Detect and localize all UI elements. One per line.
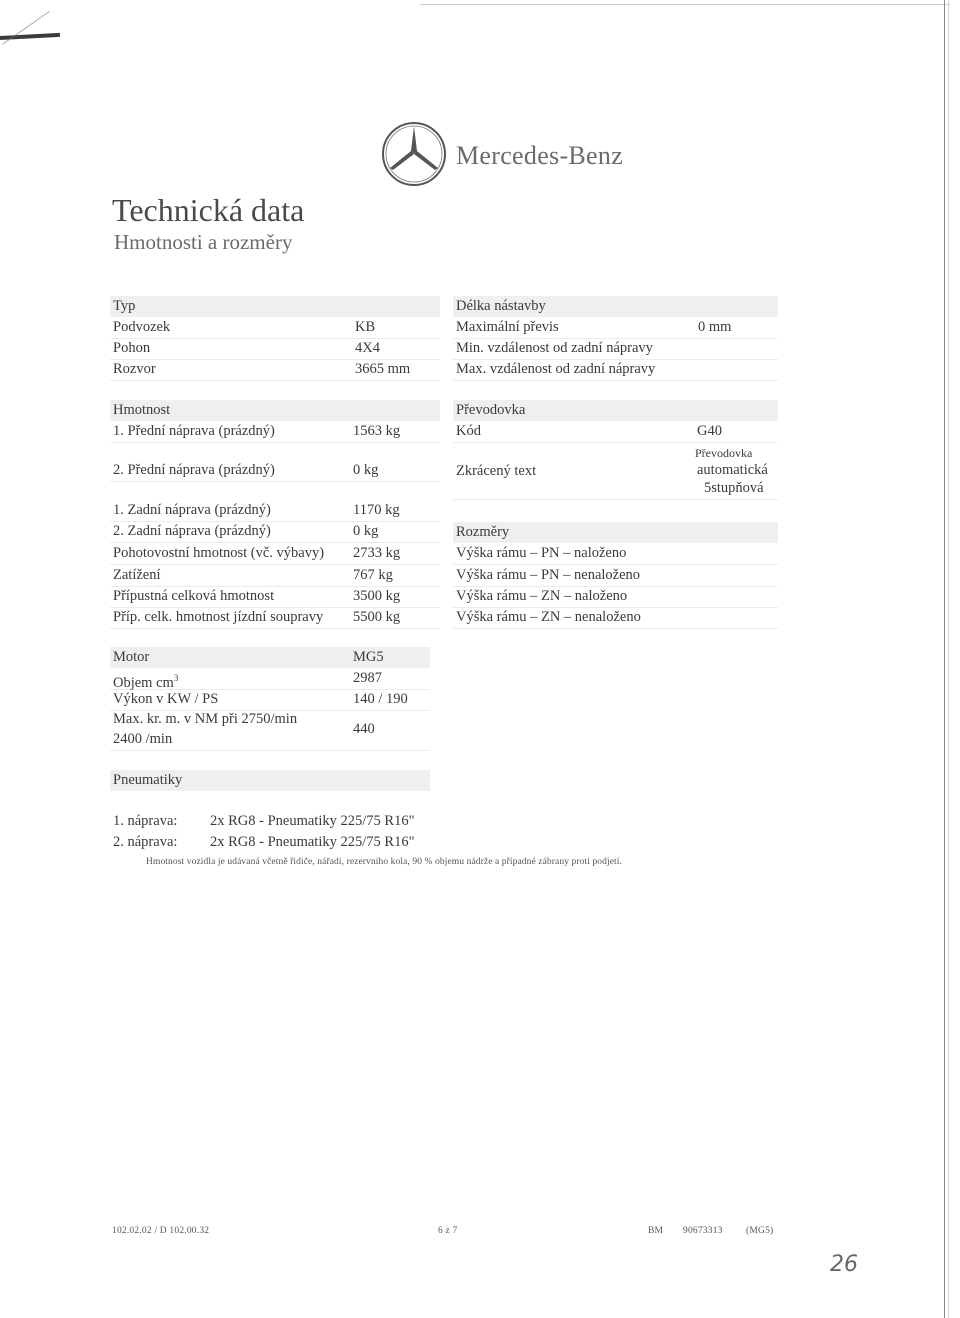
handwritten-page-number: 26: [830, 1252, 858, 1277]
table-row: Kód G40: [453, 421, 778, 443]
table-row: Rozvor 3665 mm: [110, 359, 440, 381]
section-header-motor: Motor MG5: [110, 647, 430, 668]
table-row: 1. Přední náprava (prázdný) 1563 kg: [110, 421, 440, 443]
table-row: 1. Zadní náprava (prázdný) 1170 kg: [110, 500, 440, 522]
weight-note: Hmotnost vozidla je udávaná včetně řidiče, nářadí, rezervního kola, 90 % objemu nádrže a případné zábrany proti podjetí.: [146, 857, 623, 867]
bm-value: 90673313: [683, 1226, 723, 1236]
table-row: 2. Přední náprava (prázdný) 0 kg: [110, 460, 440, 482]
scan-mark: [2, 11, 76, 83]
brand-name: Mercedes-Benz: [456, 141, 624, 170]
table-row: Podvozek KB: [110, 317, 440, 339]
section-header-typ: Typ: [110, 296, 440, 317]
table-row: 1. náprava: 2x RG8 - Pneumatiky 225/75 R16": [113, 813, 415, 829]
table-row: 2. Zadní náprava (prázdný) 0 kg: [110, 521, 440, 543]
table-row: Min. vzdálenost od zadní nápravy: [453, 338, 778, 360]
page-subtitle: Hmotnosti a rozměry: [114, 230, 293, 254]
section-header-pneumatiky: Pneumatiky: [110, 770, 430, 791]
scan-edge: [420, 4, 950, 5]
section-header-rozmery: Rozměry: [453, 522, 778, 543]
table-row: Maximální převis 0 mm: [453, 317, 778, 339]
table-row: Výška rámu – PN – naloženo: [453, 543, 778, 565]
table-row: Výška rámu – ZN – naloženo: [453, 586, 778, 608]
section-header-hmotnost: Hmotnost: [110, 400, 440, 421]
section-header-delka: Délka nástavby: [453, 296, 778, 317]
section-header-prevodovka: Převodovka: [453, 400, 778, 421]
table-row: Příp. celk. hmotnost jízdní soupravy 5500 kg: [110, 607, 440, 629]
table-row: 2. náprava: 2x RG8 - Pneumatiky 225/75 R16": [113, 834, 415, 850]
table-row: Výška rámu – ZN – nenaloženo: [453, 607, 778, 629]
table-row: Max. kr. m. v NM při 2750/min 2400 /min 440: [110, 710, 430, 751]
table-row: Výkon v KW / PS 140 / 190: [110, 689, 430, 711]
bm-label: BM: [648, 1226, 664, 1236]
table-row: Pohotovostní hmotnost (vč. výbavy) 2733 kg: [110, 543, 440, 565]
engine-code: (MG5): [746, 1226, 774, 1236]
scan-edge: [948, 0, 949, 1318]
table-row: Pohon 4X4: [110, 338, 440, 360]
mercedes-star-logo: [380, 120, 448, 188]
page-number: 6 z 7: [438, 1226, 458, 1236]
table-row: Objem $cm^3$ 2987: [110, 668, 430, 690]
document-code: 102.02.02 / D 102.00.32: [112, 1226, 210, 1236]
scan-edge: [944, 0, 945, 1318]
table-row: Výška rámu – PN – nenaloženo: [453, 565, 778, 587]
table-row: Přípustná celková hmotnost 3500 kg: [110, 586, 440, 608]
table-row: Zatížení 767 kg: [110, 565, 440, 587]
table-row: Zkrácený text Převodovka automatická 5stupňová: [453, 443, 778, 500]
page-title: Technická data: [112, 192, 305, 228]
table-row: Max. vzdálenost od zadní nápravy: [453, 359, 778, 381]
